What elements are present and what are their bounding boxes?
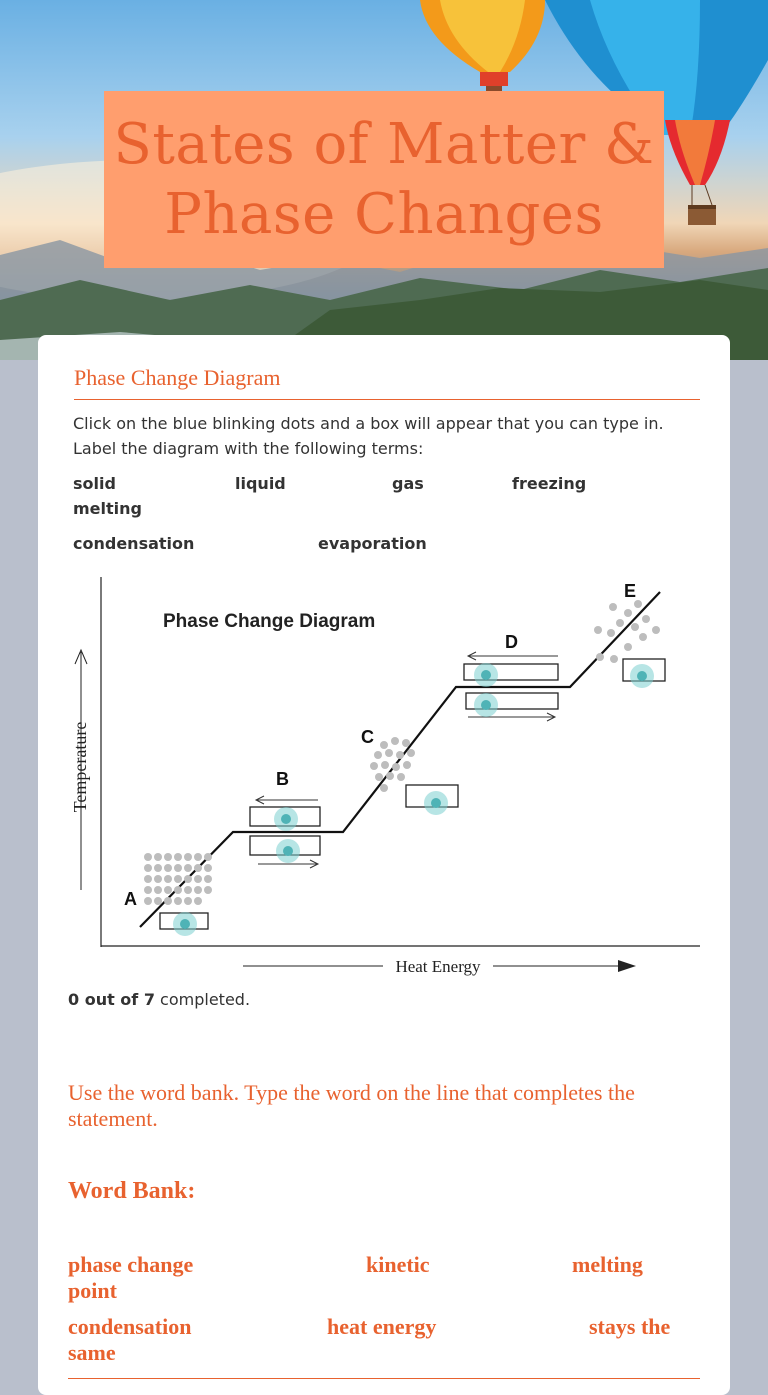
word-bank-item-stays-the-same: stays the same bbox=[68, 1314, 671, 1365]
part2-instructions: Use the word bank. Type the word on the line that completes the statement. bbox=[68, 1080, 635, 1131]
hotspot-5[interactable] bbox=[474, 663, 498, 687]
hotspot-6[interactable] bbox=[474, 693, 498, 717]
hotspot-7[interactable] bbox=[630, 664, 654, 688]
phase-change-diagram bbox=[68, 567, 708, 987]
progress-text bbox=[68, 990, 250, 1009]
hotspot-2[interactable] bbox=[274, 807, 298, 831]
liquid-particles bbox=[370, 737, 415, 792]
word-bank-item-melting: melting bbox=[572, 1252, 643, 1277]
point-label-b: B bbox=[276, 769, 289, 789]
word-bank-item-condensation: condensation bbox=[68, 1314, 192, 1339]
point-label-a: A bbox=[124, 889, 137, 909]
point-label-c: C bbox=[361, 727, 374, 747]
page-title: States of Matter & Phase Changes bbox=[113, 111, 655, 247]
word-bank-title: Word Bank: bbox=[68, 1178, 196, 1204]
progress-count: 0 out of 7 bbox=[68, 990, 155, 1009]
worksheet-card bbox=[38, 335, 730, 1395]
section-divider bbox=[68, 1378, 700, 1379]
word-bank-item-kinetic: kinetic bbox=[366, 1252, 430, 1277]
header-banner bbox=[0, 0, 768, 360]
hotspot-3[interactable] bbox=[276, 839, 300, 863]
term-solid: solid bbox=[73, 474, 116, 493]
section-instructions: Click on the blue blinking dots and a box will appear that you can type in. Label the diagram with the following terms: bbox=[73, 414, 664, 458]
point-label-e: E bbox=[624, 581, 637, 601]
y-axis-label: Temperature bbox=[70, 721, 90, 813]
progress-suffix: completed. bbox=[154, 990, 251, 1009]
word-bank-item-heat-energy: heat energy bbox=[327, 1314, 437, 1339]
hotspot-4[interactable] bbox=[424, 791, 448, 815]
section-title: Phase Change Diagram bbox=[74, 365, 700, 400]
heating-curve bbox=[140, 592, 660, 927]
term-gas: gas bbox=[392, 474, 424, 493]
gas-particles bbox=[594, 600, 660, 663]
title-box bbox=[104, 91, 664, 268]
x-axis-label: Heat Energy bbox=[395, 957, 481, 976]
word-bank-item-phase-change-point: phase change point bbox=[68, 1252, 194, 1303]
diagram-title: Phase Change Diagram bbox=[163, 611, 376, 632]
point-label-d: D bbox=[505, 632, 518, 652]
term-freezing: freezing bbox=[512, 474, 587, 493]
term-melting: melting bbox=[73, 499, 142, 518]
hotspot-1[interactable] bbox=[173, 912, 197, 936]
term-liquid: liquid bbox=[235, 474, 286, 493]
term-evaporation: evaporation bbox=[318, 534, 427, 553]
x-arrow-head bbox=[618, 960, 636, 972]
solid-particles bbox=[144, 853, 212, 905]
term-condensation: condensation bbox=[73, 534, 195, 553]
